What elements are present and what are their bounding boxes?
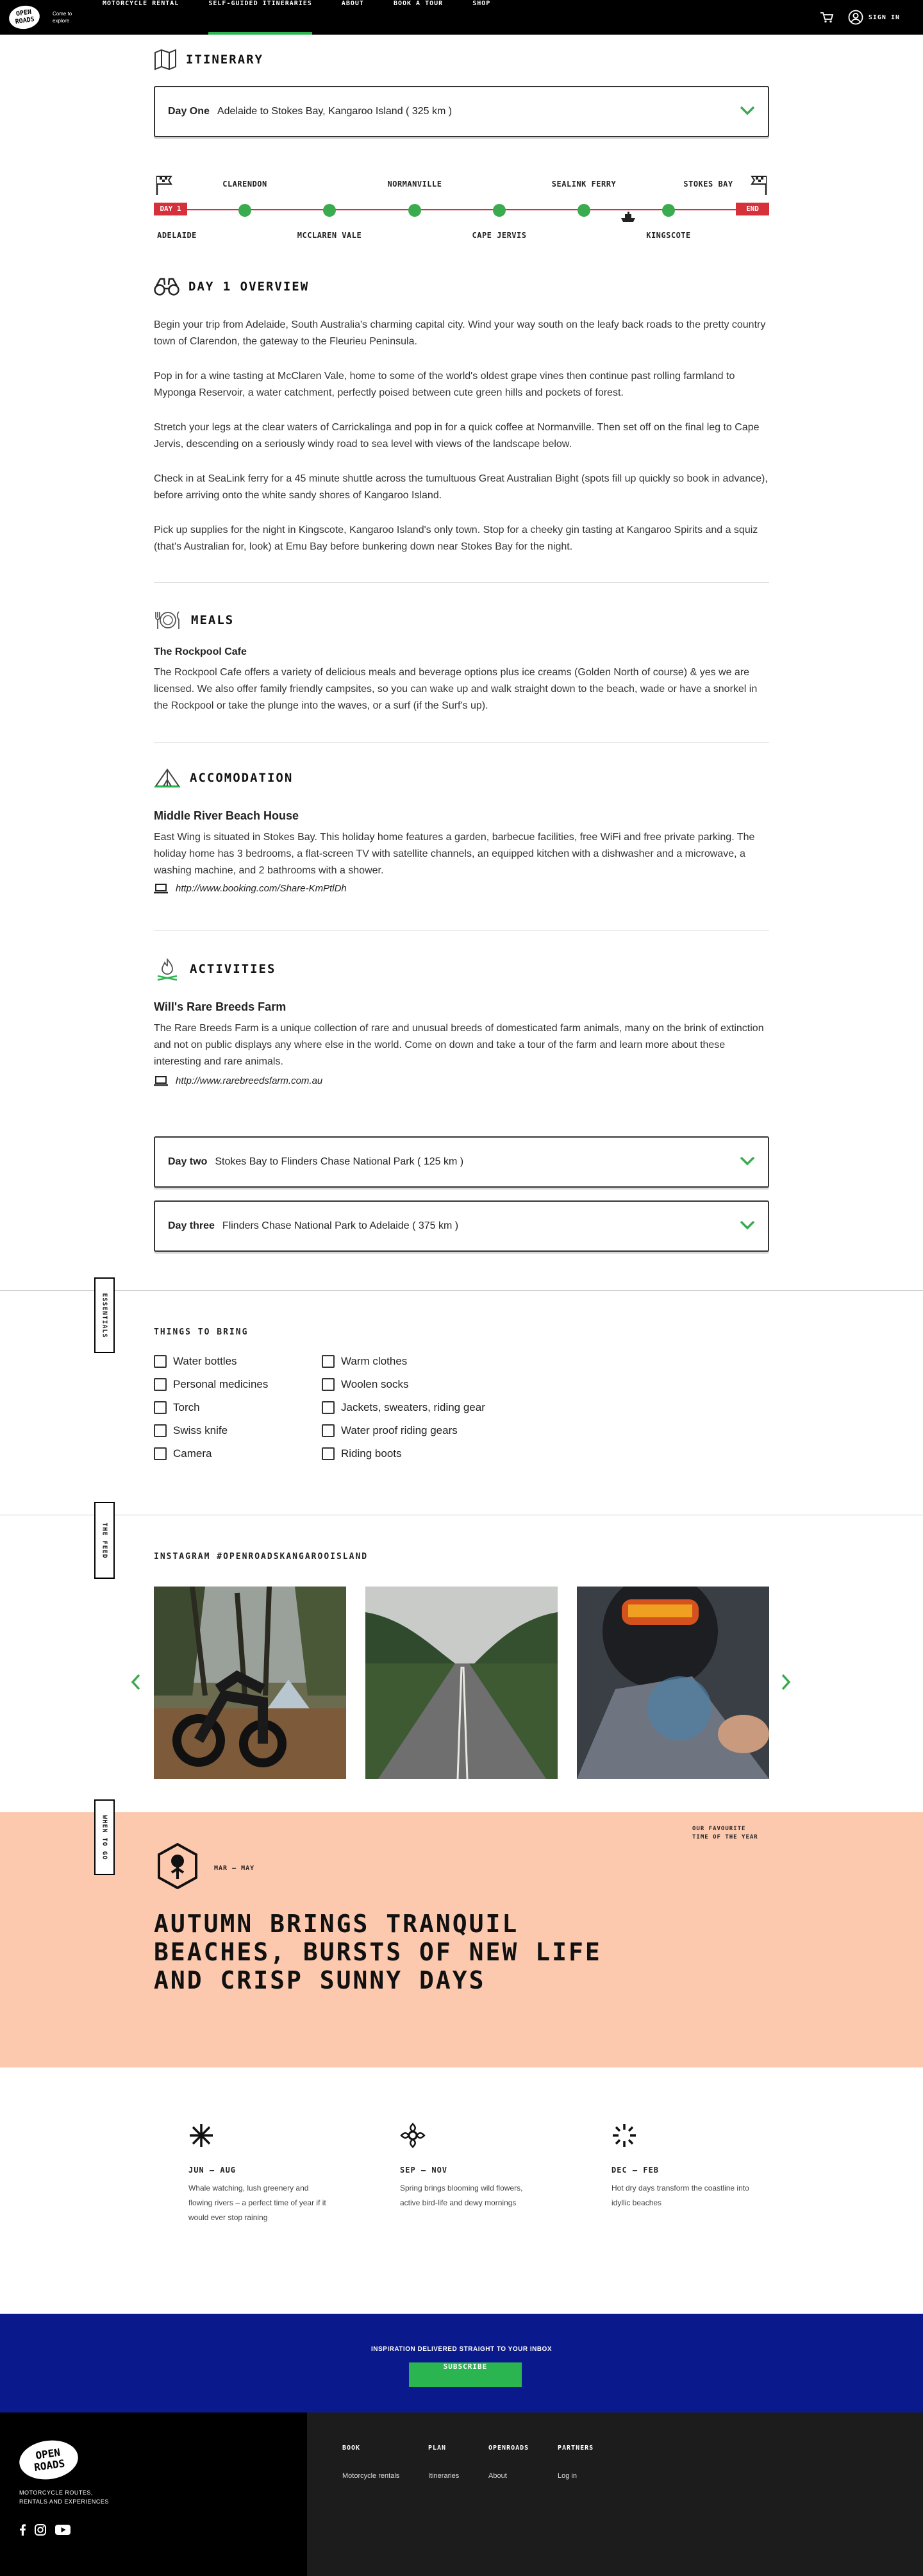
headline-line: AND CRISP SUNNY DAYS — [154, 1966, 486, 1994]
newsletter-text: INSPIRATION DELIVERED STRAIGHT TO YOUR INBOX — [370, 2346, 553, 2353]
nav-link-motorcycle-rental[interactable]: MOTORCYCLE RENTAL — [103, 0, 179, 7]
overview-header — [154, 277, 769, 296]
footer-col-book — [342, 2445, 399, 2481]
top-nav — [0, 0, 923, 35]
end-flag-icon — [747, 174, 769, 196]
meals-heading: MEALS — [191, 613, 235, 627]
facebook-icon[interactable] — [19, 2524, 26, 2536]
day-label: Day One — [168, 106, 210, 117]
stop-label-top: STOKES BAY — [683, 180, 733, 189]
route-map — [154, 174, 769, 245]
stop-label-bottom: CAPE JERVIS — [472, 231, 527, 240]
activities-title: Will's Rare Breeds Farm — [154, 1000, 287, 1013]
divider — [154, 582, 769, 583]
map-icon — [154, 49, 177, 71]
checklist-item[interactable] — [154, 1373, 322, 1396]
season-card-text: Hot dry days transform the coastline into idyllic beaches — [611, 2184, 749, 2207]
rider-image — [577, 1587, 769, 1779]
footer-logo-text: OPEN ROADS — [33, 2446, 66, 2474]
footer-links — [307, 2412, 923, 2576]
day-two-accordion[interactable] — [154, 1136, 769, 1188]
start-flag-icon — [154, 174, 176, 196]
checkbox[interactable] — [322, 1424, 335, 1437]
instagram-photo-rider[interactable] — [577, 1587, 769, 1779]
when-to-go-tab — [94, 1799, 115, 1875]
season-card-text: Whale watching, lush greenery and flowing rivers – a perfect time of year if it would ever stop raining — [188, 2184, 326, 2222]
user-icon[interactable] — [848, 10, 863, 25]
meals-header — [154, 609, 769, 631]
overview-paragraph: Pick up supplies for the night in Kingscote, Kangaroo Island's only town. Stop for a cheeky gin tasting at Kangaroo Spirits and a squiz (that's Australian for, look) at Emu Bay before bunkering down near Stokes Bay for the night. — [154, 525, 758, 552]
checklist-label: Personal medicines — [173, 1378, 269, 1390]
footer-col-title: PLAN — [428, 2445, 447, 2452]
season-card-months: JUN – AUG — [188, 2166, 237, 2175]
itinerary-heading: ITINERARY — [186, 53, 263, 67]
tent-icon — [154, 767, 181, 789]
activities-link[interactable] — [154, 1075, 769, 1086]
footer-col-plan — [428, 2445, 459, 2481]
footer-logo[interactable] — [17, 2437, 80, 2483]
newsletter-section — [0, 2314, 923, 2412]
divider — [154, 742, 769, 743]
season-card-winter — [188, 2123, 329, 2225]
when-tab-label: WHEN TO GO — [101, 1814, 108, 1860]
season-months: MAR – MAY — [214, 1865, 255, 1872]
route-line — [179, 209, 744, 210]
carousel-prev-icon[interactable] — [131, 1674, 141, 1690]
footer-link-log-in[interactable]: Log in — [558, 2472, 577, 2480]
checkbox[interactable] — [154, 1378, 167, 1391]
checkbox[interactable] — [322, 1447, 335, 1460]
footer-brand — [0, 2412, 307, 2576]
season-card-spring — [400, 2123, 541, 2210]
stop-label-top: CLARENDON — [222, 180, 267, 189]
footer-col-openroads — [488, 2445, 529, 2481]
checklist-item[interactable] — [154, 1419, 322, 1442]
stop-label-top: NORMANVILLE — [387, 180, 442, 189]
checklist-item[interactable] — [322, 1442, 485, 1465]
footer-tagline-line: MOTORCYCLE ROUTES, — [19, 2489, 93, 2496]
headline-line: BEACHES, BURSTS OF NEW LIFE — [154, 1938, 602, 1966]
checklist-item[interactable] — [154, 1442, 322, 1465]
footer-link-motorcycle-rentals[interactable]: Motorcycle rentals — [342, 2472, 400, 2480]
snowflake-icon — [188, 2123, 214, 2148]
footer-col-title: BOOK — [342, 2445, 361, 2452]
nav-link-self-guided-itineraries[interactable]: SELF-GUIDED ITINERARIES — [208, 0, 312, 35]
stop-label-bottom: ADELAIDE — [157, 231, 197, 240]
stop-label-bottom: KINGSCOTE — [646, 231, 691, 240]
checklist-label: Torch — [173, 1401, 200, 1413]
sign-in-link[interactable]: SIGN IN — [868, 13, 900, 21]
logo-text: OPEN ROADS — [15, 8, 35, 26]
activities-text: The Rare Breeds Farm is a unique collection of rare and unusual breeds of domesticated farm animals, many on the brink of extinction and not on public displays any where else in the world. Come on down and take a tour of the farm and learn more about these interesting and rare animals. — [154, 1023, 764, 1067]
season-card-text: Spring brings blooming wild flowers, active bird-life and dewy mornings — [400, 2184, 523, 2207]
checkbox[interactable] — [154, 1447, 167, 1460]
favourite-line: OUR FAVOURITE — [692, 1826, 746, 1832]
day-label: Day two — [168, 1156, 208, 1167]
tagline-line: explore — [53, 18, 70, 24]
route-stop — [578, 204, 590, 217]
meals-body — [154, 646, 769, 714]
favourite-note — [692, 1825, 758, 1842]
checkbox[interactable] — [154, 1401, 167, 1414]
route-stop — [662, 204, 675, 217]
overview-paragraph: Begin your trip from Adelaide, South Australia's charming capital city. Wind your way south on the leafy back roads to the pretty country town of Clarendon, the gateway to the Fleurieu Peninsula. — [154, 319, 766, 347]
logo[interactable] — [8, 4, 42, 31]
checklist-label: Riding boots — [341, 1447, 402, 1460]
motorcycle-camp-image — [154, 1587, 346, 1779]
road-image — [365, 1587, 558, 1779]
nav-link-about[interactable]: ABOUT — [341, 0, 364, 7]
footer-tagline — [19, 2488, 109, 2506]
stop-label-bottom: MCCLAREN VALE — [297, 231, 362, 240]
instagram-photo-road[interactable] — [365, 1587, 558, 1779]
feed-heading: INSTAGRAM #OPENROADSKANGAROOISLAND — [154, 1552, 369, 1562]
section-divider — [0, 1290, 923, 1291]
day-one-accordion[interactable] — [154, 86, 769, 137]
tagline-line: Come to — [53, 11, 72, 17]
essentials-tab — [94, 1277, 115, 1353]
route-stop — [493, 204, 506, 217]
accommodation-text: East Wing is situated in Stokes Bay. This holiday home features a garden, barbecue facilities, free WiFi and free private parking. The holiday home has 3 bedrooms, a flat-screen TV with satellite channels, an equipped kitchen with a dishwasher and a microwave, a washing machine, and 2 bathrooms with a shower. — [154, 832, 755, 876]
footer-link-itineraries[interactable]: Itineraries — [428, 2472, 460, 2480]
sun-icon — [611, 2123, 637, 2148]
accommodation-header — [154, 767, 769, 789]
checkbox[interactable] — [322, 1355, 335, 1368]
social-links — [19, 2524, 71, 2536]
checklist-item[interactable] — [322, 1419, 485, 1442]
cart-icon[interactable] — [820, 12, 834, 23]
meals-text: The Rockpool Cafe offers a variety of delicious meals and beverage options plus ice creams (Golden North of course) & yes we are licensed. We also offer family friendly campsites, so you can wake up and walk straight down to the beach, wade or have a snorkel in the Rockpool or take the plunge into the waves, or a surf (if the Surf's up). — [154, 667, 758, 711]
nav-links — [103, 0, 520, 35]
checklist-label: Swiss knife — [173, 1424, 228, 1436]
accommodation-link-text[interactable]: http://www.booking.com/Share-KmPtlDh — [176, 883, 347, 894]
footer-col-title: PARTNERS — [558, 2445, 594, 2452]
route-stop — [408, 204, 421, 217]
accommodation-heading: ACCOMODATION — [190, 771, 294, 785]
nav-link-shop[interactable]: SHOP — [472, 0, 491, 7]
checklist-label: Woolen socks — [341, 1378, 409, 1390]
footer-link-about[interactable]: About — [488, 2472, 507, 2480]
overview-paragraph: Pop in for a wine tasting at McClaren Vale, home to some of the world's oldest grape vines then continue past rolling farmland to Myponga Reservoir, a water catchment, perfectly poised between cute green hills and pockets of forest. — [154, 371, 735, 398]
campfire-icon — [154, 957, 181, 981]
season-card-months: SEP – NOV — [400, 2166, 448, 2175]
day-route: Stokes Bay to Flinders Chase National Park ( 125 km ) — [215, 1156, 464, 1167]
checklist-item[interactable] — [322, 1373, 485, 1396]
stop-label-top: SEALINK FERRY — [551, 180, 617, 189]
accommodation-body — [154, 809, 769, 894]
checklist-label: Water proof riding gears — [341, 1424, 458, 1436]
plate-cutlery-icon — [154, 609, 182, 631]
checklist-label: Jackets, sweaters, riding gear — [341, 1401, 485, 1413]
checklist-item[interactable] — [322, 1350, 485, 1373]
overview-body — [154, 317, 769, 555]
laptop-icon — [154, 884, 168, 894]
carousel-next-icon[interactable] — [781, 1674, 791, 1690]
checklist-label: Water bottles — [173, 1355, 237, 1367]
subscribe-button[interactable]: SUBSCRIBE — [409, 2362, 522, 2387]
ferry-icon — [620, 212, 636, 223]
divider — [154, 930, 769, 931]
overview-paragraph: Stretch your legs at the clear waters of Carrickalinga and pop in for a quick coffee at Normanville. Then set off on the final leg to Cape Jervis, descending on a seriously windy road to sea level with views of the landscape below. — [154, 422, 760, 450]
footer-tagline-line: RENTALS AND EXPERIENCES — [19, 2498, 109, 2505]
chevron-down-icon[interactable] — [740, 1156, 755, 1166]
essentials-section — [154, 1327, 769, 1465]
checkbox[interactable] — [154, 1355, 167, 1368]
checklist-col-1 — [154, 1350, 322, 1465]
itinerary-header — [154, 49, 769, 71]
activities-header — [154, 957, 769, 981]
route-stop — [238, 204, 251, 217]
instagram-icon[interactable] — [35, 2524, 46, 2536]
footer-col-title: OPENROADS — [488, 2445, 529, 2452]
checkbox[interactable] — [322, 1378, 335, 1391]
essentials-heading: THINGS TO BRING — [154, 1327, 249, 1337]
tree-badge-icon — [156, 1843, 199, 1889]
chevron-down-icon[interactable] — [740, 1220, 755, 1230]
meals-title: The Rockpool Cafe — [154, 646, 247, 657]
day-route: Adelaide to Stokes Bay, Kangaroo Island ( 325 km ) — [217, 106, 453, 117]
favourite-line: TIME OF THE YEAR — [692, 1834, 758, 1840]
checklist-col-2 — [322, 1350, 485, 1465]
youtube-icon[interactable] — [55, 2524, 71, 2536]
overview-paragraph: Check in at SeaLink ferry for a 45 minute shuttle across the tumultuous Great Australian Bight (spots fill up quickly so book in advance), before arriving onto the white sandy shores of Kangaroo Island. — [154, 473, 768, 501]
start-badge: DAY 1 — [154, 203, 187, 215]
activities-body — [154, 1000, 769, 1086]
nav-link-book-a-tour[interactable]: BOOK A TOUR — [393, 0, 444, 7]
essentials-tab-label: ESSENTIALS — [101, 1292, 108, 1338]
overview-heading: DAY 1 OVERVIEW — [188, 280, 310, 294]
chevron-up-icon[interactable] — [740, 105, 755, 115]
route-stop — [323, 204, 336, 217]
activities-link-text[interactable]: http://www.rarebreedsfarm.com.au — [176, 1075, 323, 1086]
season-card-summer — [611, 2123, 753, 2210]
checklist-label: Warm clothes — [341, 1355, 408, 1367]
footer-col-partners — [558, 2445, 594, 2481]
checklist-item[interactable] — [322, 1396, 485, 1419]
checklist-item[interactable] — [154, 1350, 322, 1373]
when-to-go-section — [0, 1812, 923, 2067]
feed-tab — [94, 1502, 115, 1579]
season-card-months: DEC – FEB — [611, 2166, 660, 2175]
activities-heading: ACTIVITIES — [190, 962, 276, 976]
feed-tab-label: THE FEED — [101, 1522, 108, 1559]
binoculars-icon — [154, 277, 179, 296]
flower-icon — [400, 2123, 426, 2148]
end-badge: END — [736, 203, 769, 215]
instagram-photo-motorcycle[interactable] — [154, 1587, 346, 1779]
accommodation-link[interactable] — [154, 883, 769, 894]
day-route: Flinders Chase National Park to Adelaide ( 375 km ) — [222, 1220, 459, 1231]
day-label: Day three — [168, 1220, 215, 1231]
checkbox[interactable] — [154, 1424, 167, 1437]
laptop-icon — [154, 1076, 168, 1086]
nav-right — [820, 0, 900, 35]
accommodation-title: Middle River Beach House — [154, 809, 299, 822]
tagline — [53, 10, 72, 24]
checklist-label: Camera — [173, 1447, 212, 1460]
season-headline — [154, 1910, 602, 1994]
day-three-accordion[interactable] — [154, 1200, 769, 1252]
checkbox[interactable] — [322, 1401, 335, 1414]
headline-line: AUTUMN BRINGS TRANQUIL — [154, 1910, 519, 1938]
checklist-item[interactable] — [154, 1396, 322, 1419]
